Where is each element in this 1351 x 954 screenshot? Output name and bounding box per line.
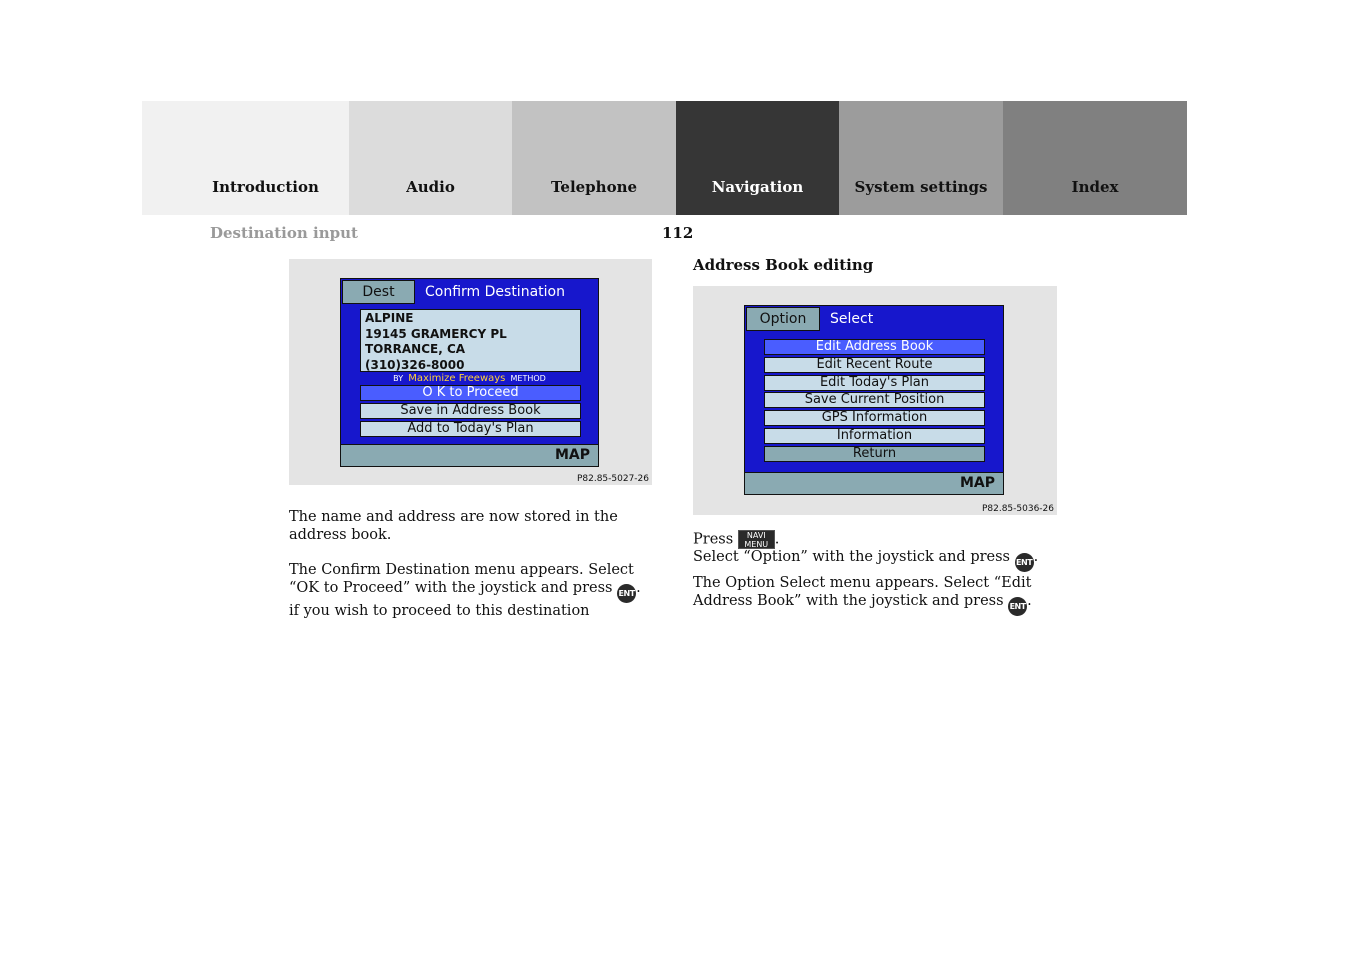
- confirm-menu: [360, 385, 581, 438]
- option-select-figure: [693, 286, 1057, 515]
- route-method: [341, 372, 598, 385]
- tab-audio[interactable]: Audio: [349, 101, 512, 215]
- address-name: ALPINE: [365, 311, 414, 325]
- tab-telephone[interactable]: Telephone: [512, 101, 676, 215]
- tab-navigation[interactable]: Navigation: [676, 101, 839, 215]
- menu-item-save-current-position[interactable]: Save Current Position: [764, 392, 985, 408]
- paragraph-option-select: The Option Select menu appears. Select “Edit Address Book” with the joystick and press ENT.: [693, 575, 1073, 616]
- section-title: Destination input: [210, 224, 358, 242]
- figure-code: P82.85-5027-26: [576, 474, 649, 484]
- option-select-screen: [744, 305, 1004, 495]
- method-prefix: BY: [393, 374, 404, 383]
- paragraph-press-navi: Press NAVI MENU . Select “Option” with the joystick and press ENT.: [693, 530, 1073, 572]
- ent-button-icon: ENT: [617, 584, 636, 603]
- method-suffix: METHOD: [510, 374, 546, 383]
- option-tab: Option: [746, 307, 820, 331]
- address-phone: (310)326-8000: [365, 357, 465, 372]
- screen-bottom-bar: [341, 444, 598, 466]
- menu-item-edit-address-book[interactable]: Edit Address Book: [764, 339, 985, 355]
- menu-item-return[interactable]: Return: [764, 446, 985, 462]
- address-book-editing-heading: Address Book editing: [693, 256, 874, 274]
- menu-item-save-address-book[interactable]: Save in Address Book: [360, 403, 581, 419]
- menu-item-edit-recent-route[interactable]: Edit Recent Route: [764, 357, 985, 373]
- tab-index[interactable]: Index: [1003, 101, 1187, 215]
- screen-title: Confirm Destination: [425, 284, 565, 300]
- screen-title: Select: [830, 311, 874, 327]
- paragraph-confirm: The Confirm Destination menu appears. Select “OK to Proceed” with the joystick and press ENT. if you wish to proceed to this destination: [289, 562, 641, 619]
- method-value: Maximize Freeways: [408, 373, 506, 384]
- confirm-destination-figure: [289, 259, 652, 485]
- tab-introduction[interactable]: Introduction: [142, 101, 349, 215]
- confirm-destination-screen: [340, 278, 599, 467]
- option-menu: [764, 339, 985, 464]
- menu-item-add-todays-plan[interactable]: Add to Today's Plan: [360, 421, 581, 437]
- page-number: 112: [662, 224, 694, 242]
- menu-item-gps-information[interactable]: GPS Information: [764, 410, 985, 426]
- map-button[interactable]: MAP: [959, 475, 995, 491]
- menu-item-information[interactable]: Information: [764, 428, 985, 444]
- chapter-tabs: [142, 101, 1187, 215]
- paragraph-stored: The name and address are now stored in the address book.: [289, 509, 618, 543]
- map-button[interactable]: MAP: [554, 447, 590, 463]
- address-street: 19145 GRAMERCY PL: [365, 326, 507, 341]
- ent-button-icon: ENT: [1015, 553, 1034, 572]
- address-box: [360, 309, 581, 372]
- tab-system-settings[interactable]: System settings: [839, 101, 1003, 215]
- screen-bottom-bar: [745, 472, 1003, 494]
- ent-button-icon: ENT: [1008, 597, 1027, 616]
- menu-item-edit-todays-plan[interactable]: Edit Today's Plan: [764, 375, 985, 391]
- dest-tab: Dest: [342, 280, 415, 304]
- menu-item-ok-to-proceed[interactable]: O K to Proceed: [360, 385, 581, 401]
- figure-code: P82.85-5036-26: [981, 504, 1054, 514]
- address-city: TORRANCE, CA: [365, 342, 466, 356]
- navi-menu-button-icon: NAVI MENU: [738, 530, 775, 549]
